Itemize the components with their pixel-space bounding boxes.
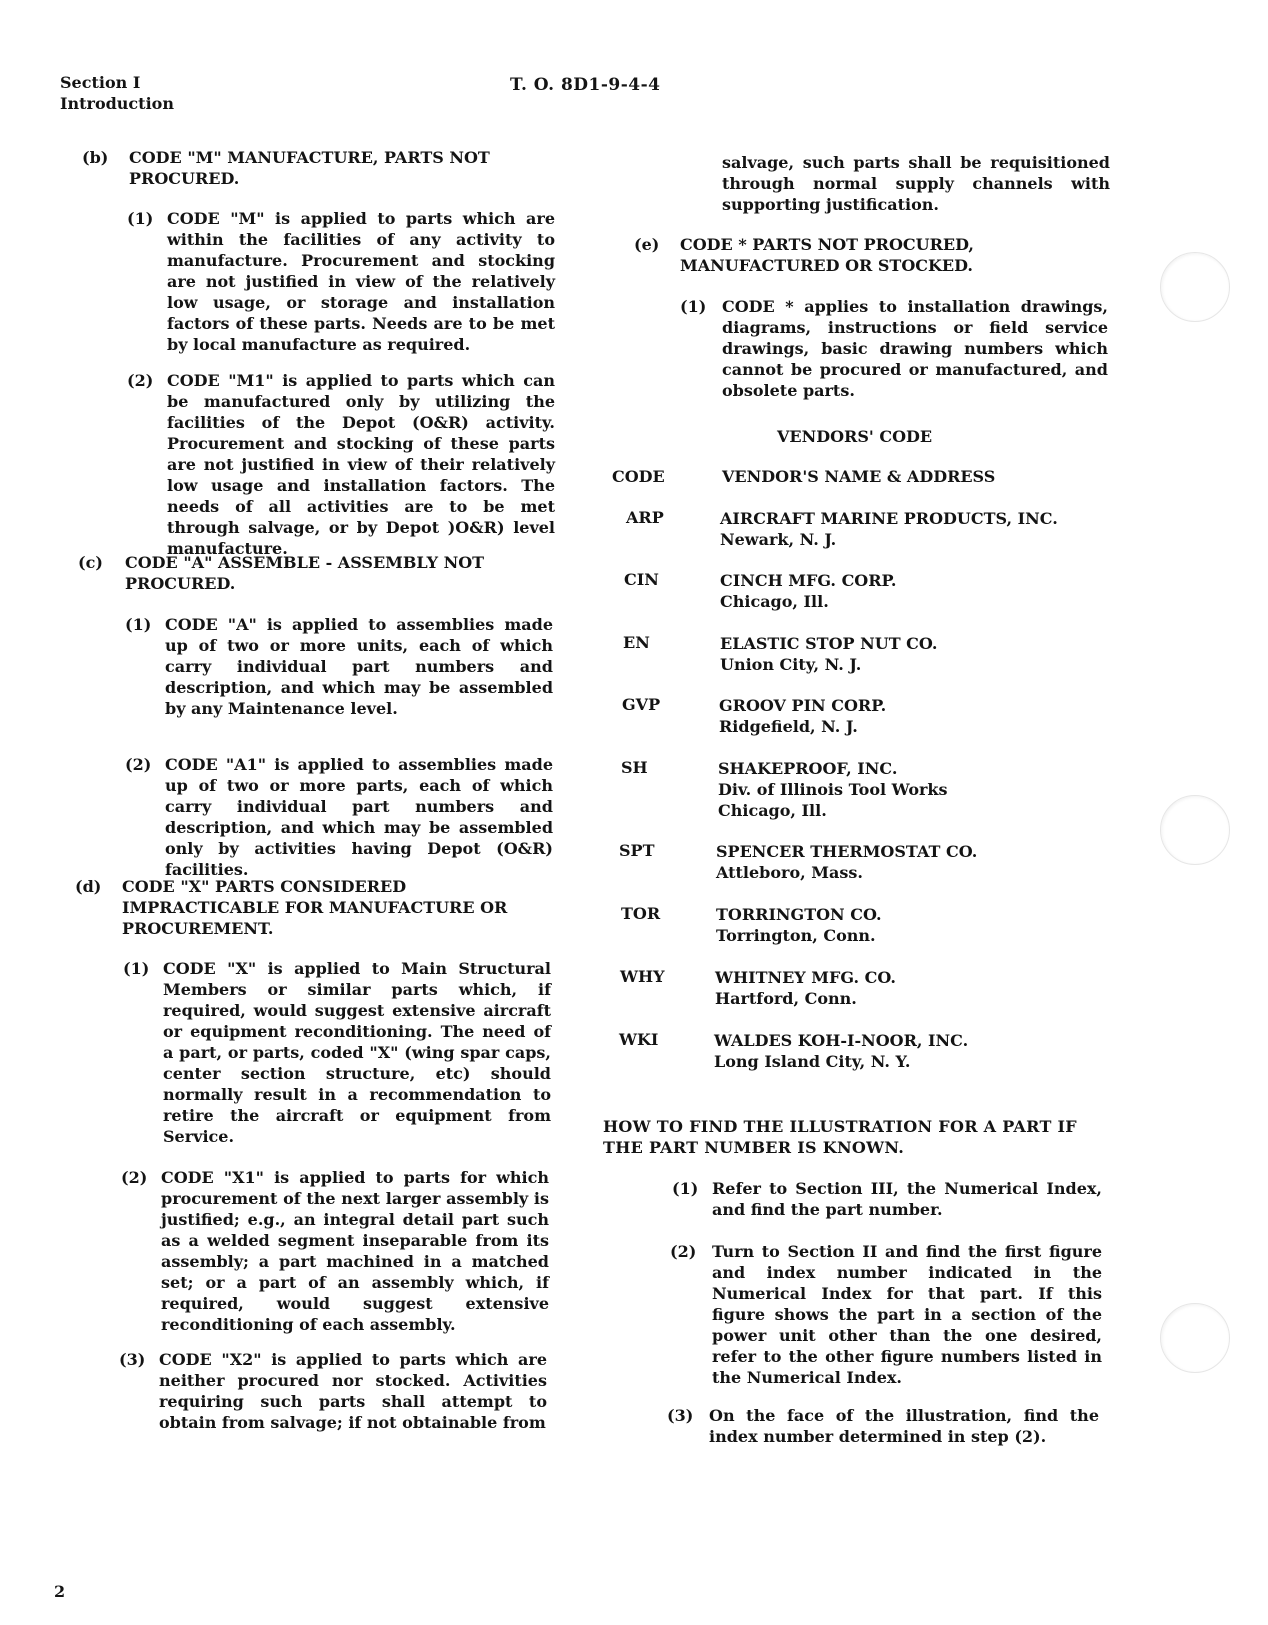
section-c-item-2 bbox=[125, 754, 553, 880]
howto-step-1 bbox=[672, 1178, 1102, 1220]
section-c-heading-text: CODE "A" ASSEMBLE - ASSEMBLY NOT PROCURED. bbox=[125, 553, 485, 593]
item-label: (3) bbox=[119, 1350, 146, 1369]
vendor-code: WKI bbox=[619, 1030, 659, 1049]
vendor-address: Div. of Illinois Tool Works bbox=[718, 780, 948, 799]
section-d-label: (d) bbox=[75, 877, 102, 896]
item-label: (2) bbox=[127, 371, 154, 390]
vendors-col-name: VENDOR'S NAME & ADDRESS bbox=[722, 467, 996, 486]
vendor-address: Torrington, Conn. bbox=[716, 926, 876, 945]
vendor-address: Union City, N. J. bbox=[720, 655, 862, 674]
item-text: CODE "A1" is applied to assemblies made up of two or more parts, each of which carry individual part numbers and description, and which may be assembled only by activities having Depot (O&R) facilities. bbox=[165, 755, 553, 879]
vendor-name: TORRINGTON CO. bbox=[716, 905, 882, 924]
vendor-entry bbox=[716, 904, 882, 946]
vendor-code: CIN bbox=[624, 570, 659, 589]
item-text: CODE "M1" is applied to parts which can be manufactured only by utilizing the facilities of the Depot (O&R) activity. Procurement and stocking of these parts are not justified in view of their relatively low usage and installation factors. The needs of all activities are to be met through salvage, or by Depot )O&R) level manufacture. bbox=[167, 371, 555, 558]
vendors-col-code: CODE bbox=[612, 467, 665, 486]
vendor-entry bbox=[718, 758, 948, 821]
continuation-text: salvage, such parts shall be requisitioned through normal supply channels with supporting justification. bbox=[722, 153, 1110, 214]
item-text: CODE "X" is applied to Main Structural Members or similar parts which, if required, would suggest extensive aircraft or equipment reconditioning. The need of a part, or parts, coded "X" (wing spar caps, center section structure, etc) should normally result in a recommendation to retire the aircraft or equipment from Service. bbox=[163, 959, 551, 1146]
binder-hole-bottom bbox=[1160, 1303, 1230, 1373]
howto-step-2 bbox=[670, 1241, 1102, 1388]
section-label: Section I bbox=[60, 73, 141, 92]
section-d-item-3 bbox=[119, 1349, 547, 1433]
section-b-item-2 bbox=[127, 370, 555, 559]
page-number: 2 bbox=[54, 1582, 66, 1601]
vendor-address: Chicago, Ill. bbox=[718, 801, 827, 820]
item-text: CODE * applies to installation drawings, diagrams, instructions or field service drawings, basic drawing numbers which cannot be procured or manufactured, and obsolete parts. bbox=[722, 297, 1108, 400]
item-text: CODE "M" is applied to parts which are within the facilities of any activity to manufacture. Procurement and stocking are not justified in view of the relatively low usage, or storage and installation factors of these parts. Needs are to be met by local manufacture as required. bbox=[167, 209, 555, 354]
vendor-address: Long Island City, N. Y. bbox=[714, 1052, 911, 1071]
vendor-address: Hartford, Conn. bbox=[715, 989, 857, 1008]
section-c-label: (c) bbox=[78, 553, 103, 572]
section-e-heading bbox=[634, 234, 1112, 276]
howto-step-3 bbox=[667, 1405, 1099, 1447]
section-d-heading-text: CODE "X" PARTS CONSIDERED IMPRACTICABLE FOR MANUFACTURE OR PROCUREMENT. bbox=[122, 877, 508, 938]
vendor-entry bbox=[720, 508, 1058, 550]
vendor-name: WALDES KOH-I-NOOR, INC. bbox=[714, 1031, 969, 1050]
section-header bbox=[60, 72, 174, 114]
step-label: (1) bbox=[672, 1179, 699, 1198]
vendor-address: Attleboro, Mass. bbox=[716, 863, 863, 882]
section-d-item-2 bbox=[121, 1167, 549, 1335]
section-d-item-1 bbox=[123, 958, 551, 1147]
vendor-name: WHITNEY MFG. CO. bbox=[715, 968, 896, 987]
item-text: CODE "X1" is applied to parts for which procurement of the next larger assembly is justified; e.g., an integral detail part such as a welded segment inseparable from its assembly; a part machined in a matched set; or a part of an assembly which, if required, would suggest extensive reconditioning of each assembly. bbox=[161, 1168, 549, 1334]
vendor-code: TOR bbox=[621, 904, 661, 923]
vendor-name: CINCH MFG. CORP. bbox=[720, 571, 897, 590]
vendor-name: AIRCRAFT MARINE PRODUCTS, INC. bbox=[720, 509, 1058, 528]
vendor-code: EN bbox=[623, 633, 650, 652]
section-b-item-1 bbox=[127, 208, 555, 355]
item-label: (1) bbox=[125, 615, 152, 634]
vendor-code: WHY bbox=[620, 967, 665, 986]
doc-number: T. O. 8D1-9-4-4 bbox=[510, 75, 661, 95]
item-label: (1) bbox=[127, 209, 154, 228]
step-label: (3) bbox=[667, 1406, 694, 1425]
step-label: (2) bbox=[670, 1242, 697, 1261]
vendor-entry bbox=[715, 967, 896, 1009]
vendor-address: Chicago, Ill. bbox=[720, 592, 829, 611]
vendor-name: ELASTIC STOP NUT CO. bbox=[720, 634, 938, 653]
vendor-address: Newark, N. J. bbox=[720, 530, 837, 549]
section-e-label: (e) bbox=[634, 235, 660, 254]
section-d-heading bbox=[75, 876, 553, 939]
vendor-name: GROOV PIN CORP. bbox=[719, 696, 887, 715]
item-text: CODE "A" is applied to assemblies made up of two or more units, each of which carry individual part numbers and description, and which may be assembled by any Maintenance level. bbox=[165, 615, 553, 718]
item-text: CODE "X2" is applied to parts which are neither procured nor stocked. Activities requiring such parts shall attempt to obtain from salvage; if not obtainable from bbox=[159, 1350, 547, 1432]
vendor-address: Ridgefield, N. J. bbox=[719, 717, 858, 736]
step-text: On the face of the illustration, find the index number determined in step (2). bbox=[709, 1406, 1099, 1446]
section-b-heading-text: CODE "M" MANUFACTURE, PARTS NOT PROCURED. bbox=[129, 148, 490, 188]
step-text: Refer to Section III, the Numerical Index, and find the part number. bbox=[712, 1179, 1102, 1219]
vendor-entry bbox=[720, 570, 897, 612]
step-text: Turn to Section II and find the first figure and index number indicated in the Numerical Index for that part. If this figure shows the part in a section of the power unit other than the one desired, refer to the other figure numbers listed in the Numerical Index. bbox=[712, 1242, 1102, 1387]
vendor-name: SPENCER THERMOSTAT CO. bbox=[716, 842, 978, 861]
item-label: (1) bbox=[123, 959, 150, 978]
section-b-heading bbox=[82, 147, 560, 189]
item-label: (2) bbox=[125, 755, 152, 774]
section-title: Introduction bbox=[60, 94, 174, 113]
vendor-code: GVP bbox=[622, 695, 661, 714]
vendor-code: ARP bbox=[626, 508, 664, 527]
section-e-heading-text: CODE * PARTS NOT PROCURED, MANUFACTURED OR STOCKED. bbox=[680, 235, 974, 275]
vendor-entry bbox=[714, 1030, 968, 1072]
section-c-item-1 bbox=[125, 614, 553, 719]
item-label: (1) bbox=[680, 297, 707, 316]
binder-hole-top bbox=[1160, 252, 1230, 322]
binder-hole-middle bbox=[1160, 795, 1230, 865]
vendor-entry bbox=[719, 695, 886, 737]
howto-heading: HOW TO FIND THE ILLUSTRATION FOR A PART IF THE PART NUMBER IS KNOWN. bbox=[603, 1117, 1077, 1157]
vendors-title: VENDORS' CODE bbox=[777, 427, 933, 446]
section-e-item-1 bbox=[680, 296, 1108, 401]
section-c-heading bbox=[78, 552, 556, 594]
vendor-code: SPT bbox=[619, 841, 655, 860]
vendor-name: SHAKEPROOF, INC. bbox=[718, 759, 898, 778]
vendor-entry bbox=[716, 841, 977, 883]
vendor-code: SH bbox=[621, 758, 648, 777]
item-label: (2) bbox=[121, 1168, 148, 1187]
vendor-entry bbox=[720, 633, 937, 675]
section-b-label: (b) bbox=[82, 148, 109, 167]
